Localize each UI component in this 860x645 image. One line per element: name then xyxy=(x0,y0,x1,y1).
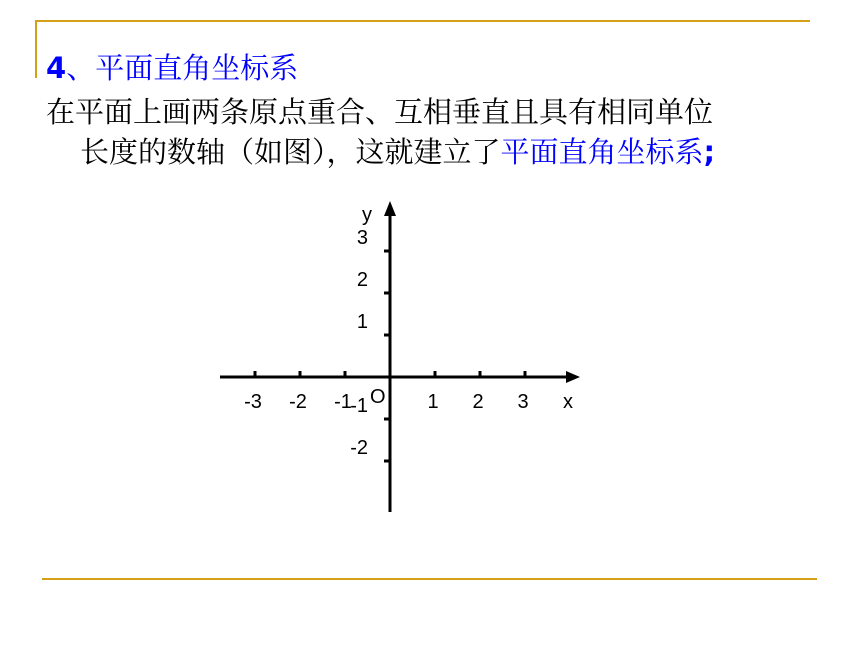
x-tick-label: 2 xyxy=(472,391,484,413)
y-axis-label: y xyxy=(362,204,372,226)
bottom-divider xyxy=(42,578,817,580)
y-tick-label: -1 xyxy=(350,395,368,417)
x-axis-arrow xyxy=(566,371,580,383)
x-tick-label: 3 xyxy=(517,391,529,413)
origin-label: O xyxy=(370,386,386,408)
y-tick-label: 1 xyxy=(356,311,368,333)
heading-separator: 、 xyxy=(66,51,96,85)
paragraph-line-2-text: 长度的数轴（如图），这就建立了 xyxy=(80,135,501,169)
x-tick-label: -2 xyxy=(289,391,307,413)
heading-number: 4 xyxy=(46,51,67,85)
y-tick-label: 3 xyxy=(356,227,368,249)
x-axis-label: x xyxy=(563,391,573,413)
highlighted-term: 平面直角坐标系 xyxy=(500,135,704,169)
x-tick-label: -1 xyxy=(334,391,352,413)
heading-title: 平面直角坐标系 xyxy=(95,51,299,85)
y-axis-arrow xyxy=(384,201,396,216)
y-tick-label: 2 xyxy=(356,269,368,291)
paragraph-end-punctuation: ; xyxy=(703,135,716,169)
y-tick-label: -2 xyxy=(350,437,368,459)
x-tick-label: -3 xyxy=(244,391,262,413)
paragraph-line-1: 在平面上画两条原点重合、互相垂直且具有相同单位 xyxy=(46,95,714,129)
x-tick-label: 1 xyxy=(427,391,439,413)
